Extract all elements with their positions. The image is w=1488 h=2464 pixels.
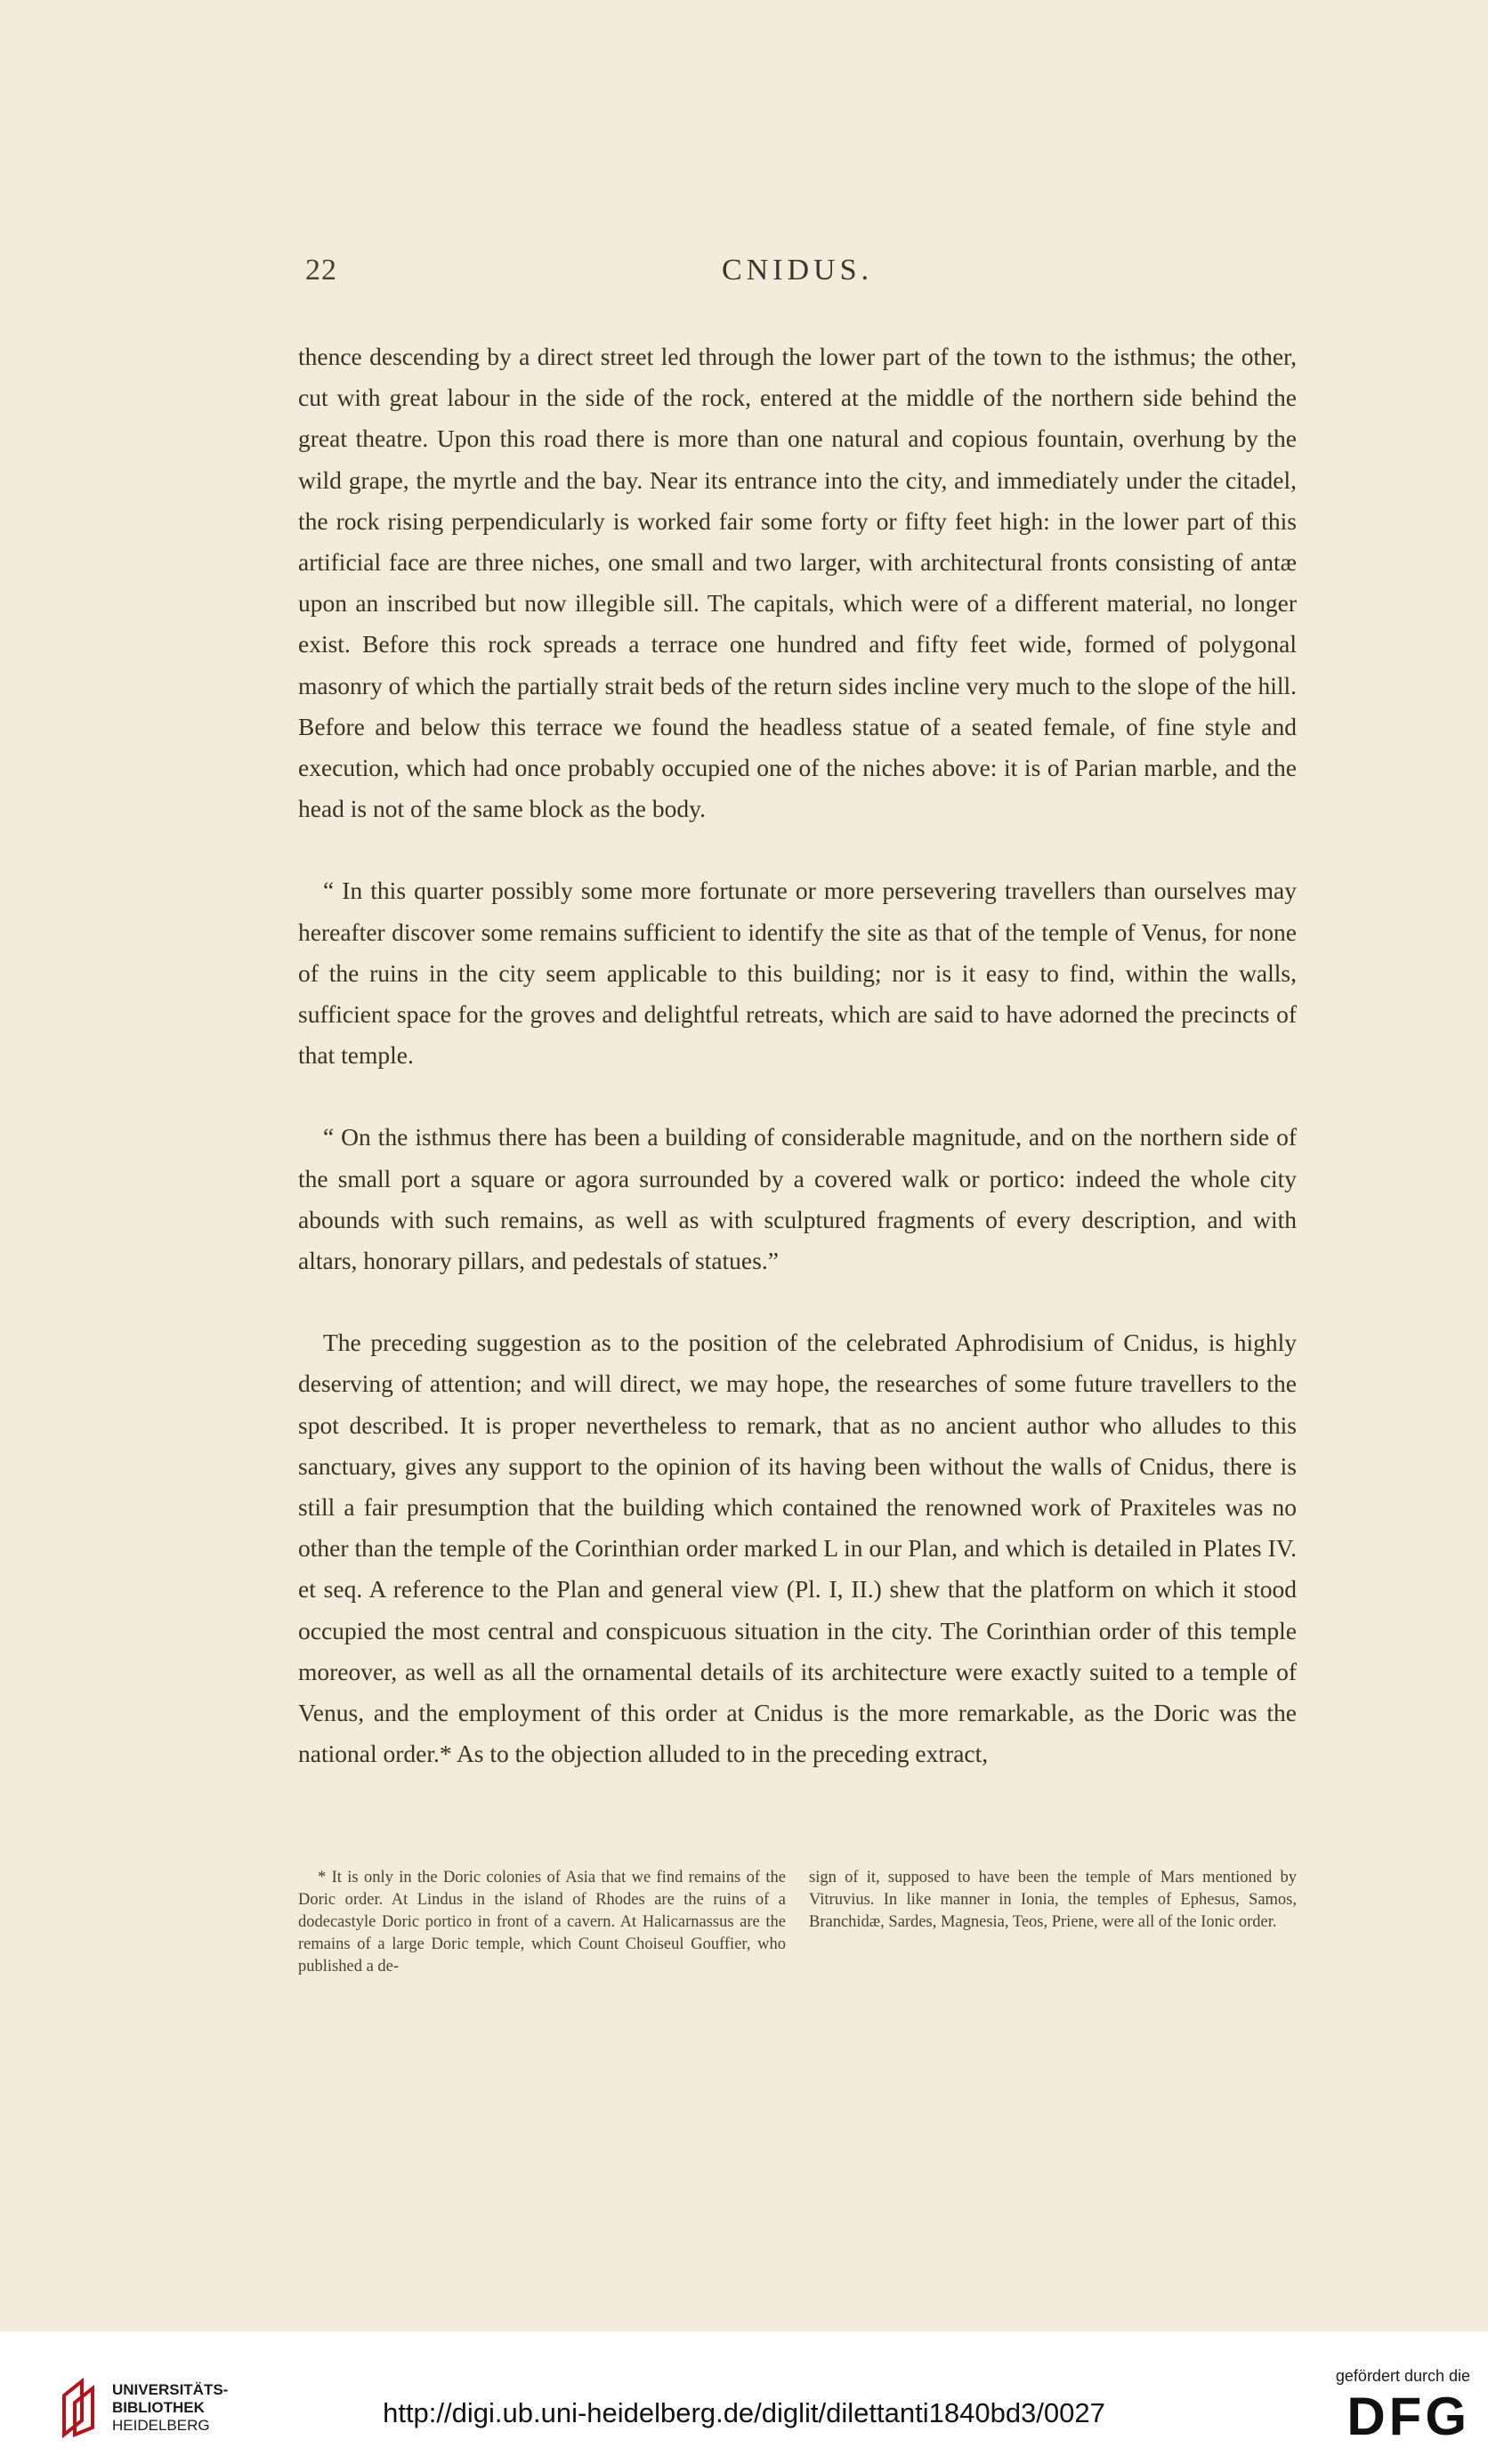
library-name-line: HEIDELBERG (112, 2417, 210, 2434)
library-name-line: BIBLIOTHEK (112, 2399, 205, 2416)
funder-caption: gefördert durch die (1335, 2367, 1470, 2385)
body-text (298, 336, 1297, 1775)
footnote-left-column (298, 1867, 786, 1978)
page-header (298, 254, 1297, 298)
dfg-logo: DFG (1346, 2387, 1470, 2446)
funder-logo (1301, 2367, 1470, 2446)
footnote (298, 1867, 1297, 1978)
footnote-text: * It is only in the Doric colonies of Asia that we find remains of the Doric order. At Lindus in the island of Rhodes are the ruins of a dodecastyle Doric portico in front of a cavern. At Halicarnassus are the remains of a large Doric temple, which Count Choiseul Gouffier, who published a de- (298, 1869, 786, 1975)
footnote-text: sign of it, supposed to have been the temple of Mars mentioned by Vitruvius. In like manner in Ionia, the temples of Ephesus, Samos, Branchidæ, Sardes, Magnesia, Teos, Priene, were all of the Ionic order. (809, 1869, 1297, 1931)
permalink-url[interactable]: http://digi.ub.uni-heidelberg.de/diglit/dilettanti1840bd3/0027 (383, 2397, 1105, 2428)
paragraph: thence descending by a direct street led through the lower part of the town to the isthmus; the other, cut with great labour in the side of the rock, entered at the middle of the northern side behind the great theatre. Upon this road there is more than one natural and copious fountain, overhung by the wild grape, the myrtle and the bay. Near its entrance into the city, and immediately under the citadel, the rock rising perpendicularly is worked fair some forty or fifty feet high: in the lower part of this artificial face are three niches, one small and two larger, with architectural fronts consisting of antæ upon an inscribed but now illegible sill. The capitals, which were of a different material, no longer exist. Before this rock spreads a terrace one hundred and fifty feet wide, formed of polygonal masonry of which the partially strait beds of the return sides incline very much to the slope of the hill. Before and below this terrace we found the headless statue of a seated female, of fine style and execution, which had once probably occupied one of the niches above: it is of Parian marble, and the head is not of the same block as the body. (298, 343, 1297, 823)
digitization-footer (0, 2331, 1488, 2464)
page-number: 22 (305, 254, 337, 287)
paragraph: “ In this quarter possibly some more fortunate or more persevering travellers than ourselves may hereafter discover some remains sufficient to identify the site as that of the temple of Venus, for none of the ruins in the city seem applicable to this building; nor is it easy to find, within the walls, sufficient space for the groves and delightful retreats, which are said to have adorned the precincts of that temple. (298, 877, 1297, 1070)
library-name-line: UNIVERSITÄTS- (112, 2381, 229, 2398)
paragraph: “ On the isthmus there has been a building of considerable magnitude, and on the northern side of the small port a square or agora surrounded by a covered walk or portico: indeed the whole city abounds with such remains, as well as with sculptured fragments of every description, and with altars, honorary pillars, and pedestals of statues.” (298, 1123, 1297, 1275)
footnote-right-column (809, 1867, 1297, 1978)
paragraph: The preceding suggestion as to the position of the celebrated Aphrodisium of Cnidus, is highly deserving of attention; and will direct, we may hope, the researches of some future travellers to the spot described. It is proper nevertheless to remark, that as no ancient author who alludes to this sanctuary, gives any support to the opinion of its having been without the walls of Cnidus, there is still a fair presumption that the building which contained the renowned work of Praxiteles was no other than the temple of the Corinthian order marked L in our Plan, and which is detailed in Plates IV. et seq. A reference to the Plan and general view (Pl. I, II.) shew that the platform on which it stood occupied the most central and conspicuous situation in the city. The Corinthian order of this temple moreover, as well as all the ornamental details of its architecture were exactly suited to a temple of Venus, and the employment of this order at Cnidus is the more remarkable, as the Doric was the national order.* As to the objection alluded to in the preceding extract, (298, 1329, 1297, 1768)
running-head: CNIDUS. (721, 254, 874, 287)
